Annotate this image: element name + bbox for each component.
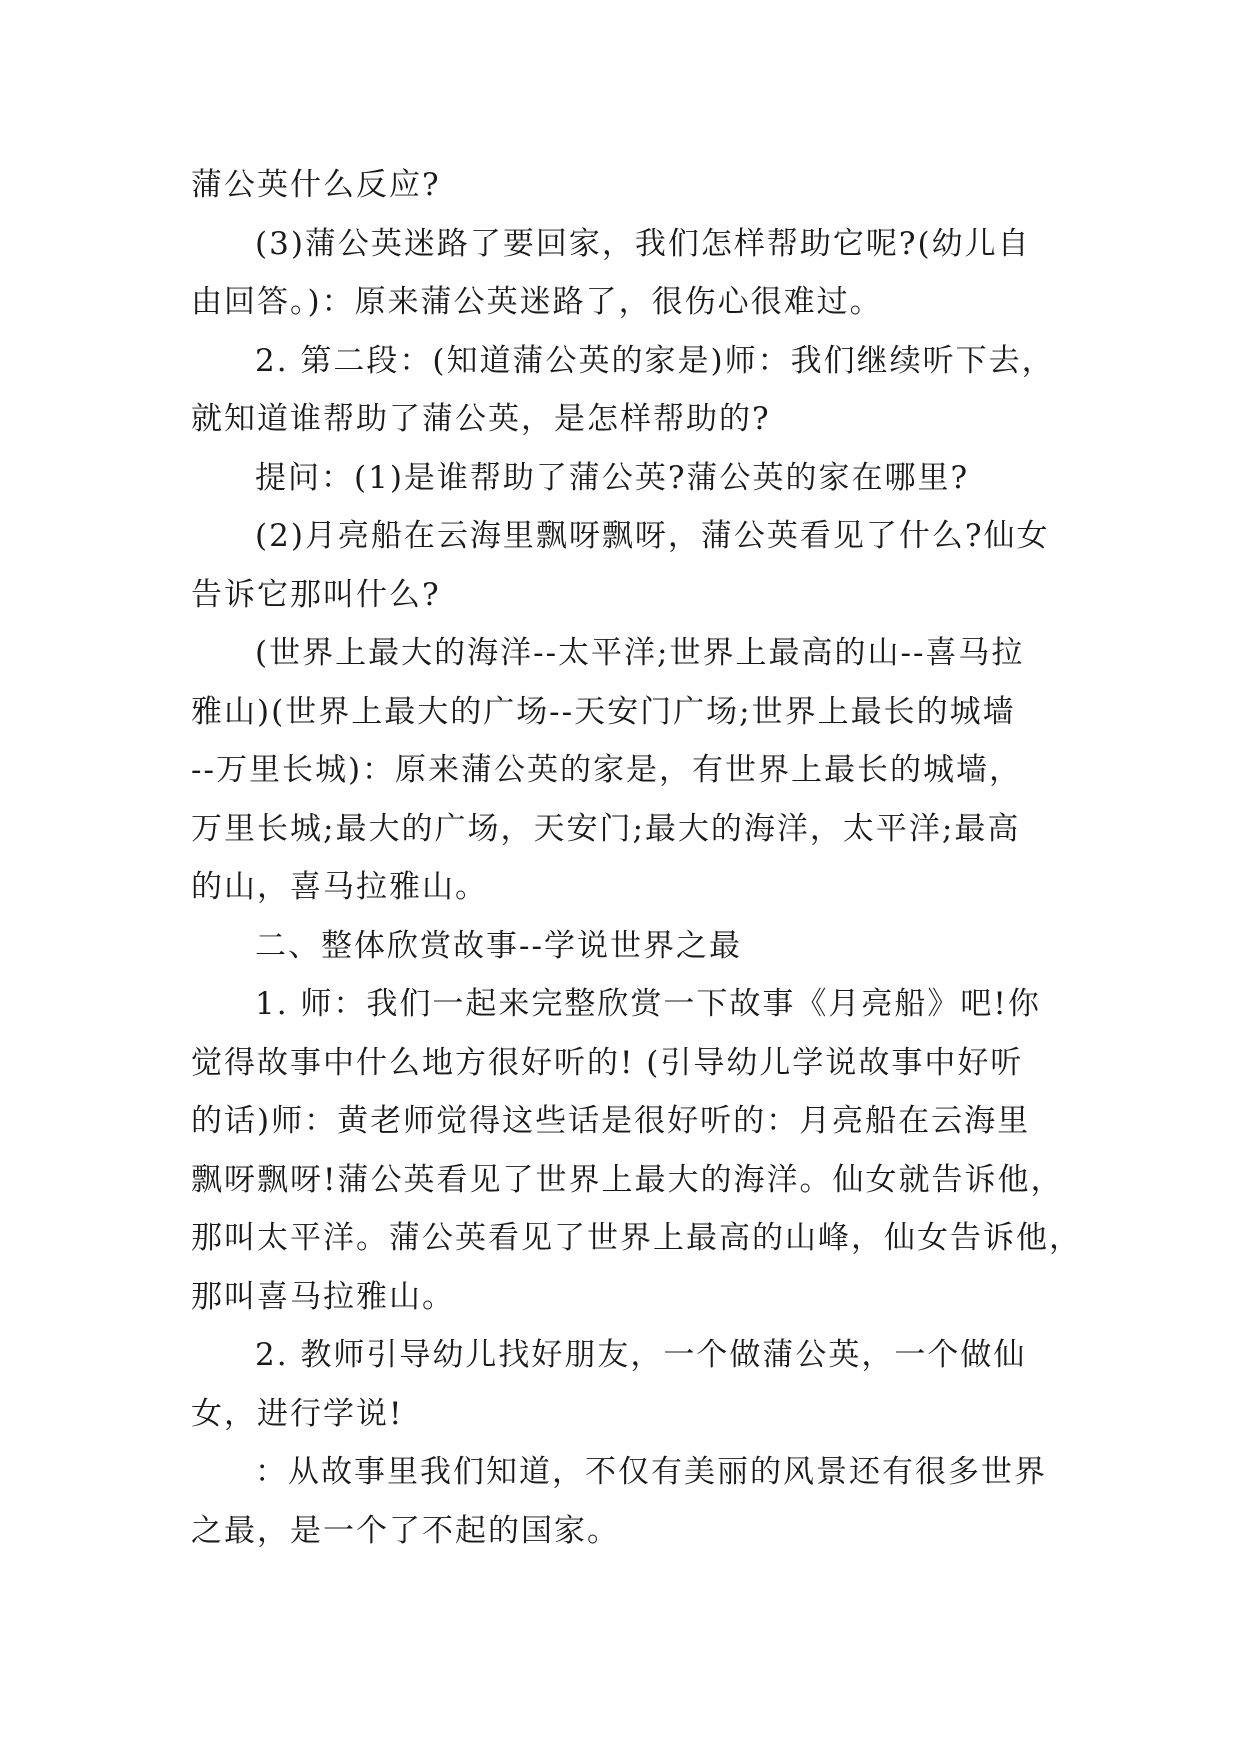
text-line: 就知道谁帮助了蒲公英，是怎样帮助的?	[191, 401, 771, 437]
text-line: 之最，是一个了不起的国家。	[191, 1512, 620, 1549]
text-line: 万里长城;最大的广场，天安门;最大的海洋，太平洋;最高	[191, 810, 1021, 847]
text-line: 那叫太平洋。蒲公英看见了世界上最高的山峰，仙女告诉他，	[191, 1220, 1082, 1256]
text-line: (世界上最大的海洋--太平洋;世界上最高的山--喜马拉	[255, 635, 1025, 671]
text-line: 的话)师：黄老师觉得这些话是很好听的：月亮船在云海里	[191, 1103, 1031, 1139]
text-line: 告诉它那叫什么?	[191, 576, 441, 613]
text-line: (3)蒲公英迷路了要回家，我们怎样帮助它呢?(幼儿自	[255, 225, 1031, 262]
text-line: 蒲公英什么反应?	[191, 167, 441, 203]
text-line: 雅山)(世界上最大的广场--天安门广场;世界上最长的城墙	[191, 693, 1016, 730]
text-line: 1. 师：我们一起来完整欣赏一下故事《月亮船》吧!你	[255, 986, 1041, 1022]
text-line: 2. 教师引导幼儿找好朋友，一个做蒲公英，一个做仙	[255, 1337, 1027, 1373]
text-line: 飘呀飘呀!蒲公英看见了世界上最大的海洋。仙女就告诉他，	[191, 1161, 1064, 1198]
text-line: 2. 第二段：(知道蒲公英的家是)师：我们继续听下去，	[255, 342, 1055, 379]
document-body	[191, 156, 1082, 1560]
text-line: (2)月亮船在云海里飘呀飘呀，蒲公英看见了什么?仙女	[255, 518, 1050, 554]
text-line: 的山，喜马拉雅山。	[191, 869, 488, 905]
text-line: 由回答。)：原来蒲公英迷路了，很伤心很难过。	[191, 284, 883, 320]
text-line: 女，进行学说!	[191, 1395, 404, 1432]
section-heading: 二、整体欣赏故事--学说世界之最	[255, 927, 742, 964]
text-line: --万里长城)：原来蒲公英的家是，有世界上最长的城墙，	[191, 752, 1023, 788]
text-line: 觉得故事中什么地方很好听的! (引导幼儿学说故事中好听	[191, 1044, 1024, 1081]
text-line: ：从故事里我们知道，不仅有美丽的风景还有很多世界	[255, 1454, 1047, 1490]
text-line: 那叫喜马拉雅山。	[191, 1278, 455, 1315]
text-line: 提问：(1)是谁帮助了蒲公英?蒲公英的家在哪里?	[255, 459, 970, 496]
